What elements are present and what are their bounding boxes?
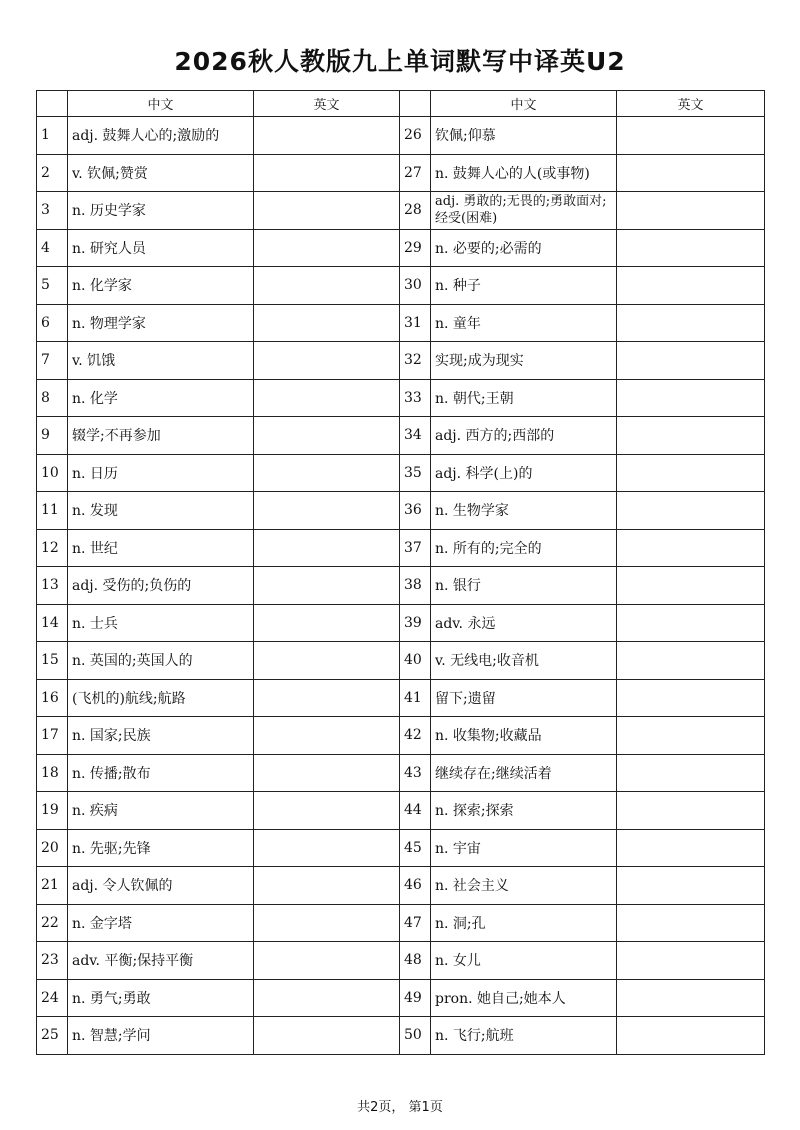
english-answer-cell-left[interactable] (254, 942, 400, 980)
chinese-term-right: n. 童年 (431, 304, 617, 342)
chinese-term-left: n. 化学 (68, 379, 254, 417)
page-title: 2026秋人教版九上单词默写中译英U2 (174, 47, 626, 76)
chinese-term-left: n. 传播;散布 (68, 754, 254, 792)
item-number-right: 27 (400, 154, 431, 192)
english-answer-cell-right[interactable] (617, 417, 765, 455)
chinese-term-left: (飞机的)航线;航路 (68, 679, 254, 717)
english-answer-cell-left[interactable] (254, 192, 400, 230)
english-answer-cell-left[interactable] (254, 979, 400, 1017)
chinese-term-right: n. 银行 (431, 567, 617, 605)
chinese-term-left: n. 勇气;勇敢 (68, 979, 254, 1017)
table-row (37, 904, 765, 942)
item-number-right: 39 (400, 604, 431, 642)
item-number-right: 35 (400, 454, 431, 492)
english-answer-cell-left[interactable] (254, 117, 400, 155)
chinese-term-left: v. 钦佩;赞赏 (68, 154, 254, 192)
item-number-left: 13 (37, 567, 68, 605)
table-row (37, 154, 765, 192)
english-answer-cell-left[interactable] (254, 904, 400, 942)
chinese-term-right: 钦佩;仰慕 (431, 117, 617, 155)
chinese-term-right: pron. 她自己;她本人 (431, 979, 617, 1017)
chinese-term-left: v. 饥饿 (68, 342, 254, 380)
table-row (37, 229, 765, 267)
english-answer-cell-right[interactable] (617, 942, 765, 980)
chinese-term-left: n. 研究人员 (68, 229, 254, 267)
english-answer-cell-right[interactable] (617, 604, 765, 642)
chinese-term-right: n. 生物学家 (431, 492, 617, 530)
item-number-right: 40 (400, 642, 431, 680)
item-number-right: 30 (400, 267, 431, 305)
english-answer-cell-left[interactable] (254, 304, 400, 342)
item-number-right: 49 (400, 979, 431, 1017)
english-answer-cell-left[interactable] (254, 604, 400, 642)
english-answer-cell-left[interactable] (254, 417, 400, 455)
english-answer-cell-right[interactable] (617, 792, 765, 830)
item-number-left: 17 (37, 717, 68, 755)
item-number-left: 23 (37, 942, 68, 980)
english-answer-cell-left[interactable] (254, 642, 400, 680)
table-row (37, 379, 765, 417)
table-row (37, 679, 765, 717)
item-number-left: 20 (37, 829, 68, 867)
chinese-term-right: adj. 科学(上)的 (431, 454, 617, 492)
item-number-right: 44 (400, 792, 431, 830)
item-number-right: 36 (400, 492, 431, 530)
english-answer-cell-left[interactable] (254, 754, 400, 792)
item-number-right: 46 (400, 867, 431, 905)
english-answer-cell-right[interactable] (617, 642, 765, 680)
table-row (37, 454, 765, 492)
english-answer-cell-right[interactable] (617, 529, 765, 567)
english-answer-cell-left[interactable] (254, 492, 400, 530)
table-row (37, 492, 765, 530)
table-row (37, 829, 765, 867)
item-number-right: 31 (400, 304, 431, 342)
english-answer-cell-right[interactable] (617, 379, 765, 417)
item-number-right: 38 (400, 567, 431, 605)
chinese-term-right: v. 无线电;收音机 (431, 642, 617, 680)
item-number-right: 41 (400, 679, 431, 717)
english-answer-cell-left[interactable] (254, 529, 400, 567)
chinese-term-right: adv. 永远 (431, 604, 617, 642)
item-number-right: 37 (400, 529, 431, 567)
english-answer-cell-left[interactable] (254, 567, 400, 605)
item-number-right: 50 (400, 1017, 431, 1055)
item-number-right: 43 (400, 754, 431, 792)
item-number-left: 19 (37, 792, 68, 830)
chinese-term-right: n. 鼓舞人心的人(或事物) (431, 154, 617, 192)
english-answer-cell-left[interactable] (254, 229, 400, 267)
header-cn-right: 中文 (431, 91, 617, 117)
english-answer-cell-left[interactable] (254, 1017, 400, 1055)
english-answer-cell-left[interactable] (254, 154, 400, 192)
item-number-left: 8 (37, 379, 68, 417)
english-answer-cell-left[interactable] (254, 267, 400, 305)
table-row (37, 1017, 765, 1055)
english-answer-cell-left[interactable] (254, 379, 400, 417)
english-answer-cell-right[interactable] (617, 342, 765, 380)
english-answer-cell-right[interactable] (617, 229, 765, 267)
item-number-left: 25 (37, 1017, 68, 1055)
english-answer-cell-right[interactable] (617, 717, 765, 755)
item-number-right: 33 (400, 379, 431, 417)
item-number-right: 29 (400, 229, 431, 267)
chinese-term-right: n. 飞行;航班 (431, 1017, 617, 1055)
english-answer-cell-right[interactable] (617, 304, 765, 342)
item-number-right: 26 (400, 117, 431, 155)
item-number-left: 21 (37, 867, 68, 905)
chinese-term-left: n. 智慧;学问 (68, 1017, 254, 1055)
item-number-right: 45 (400, 829, 431, 867)
chinese-term-left: n. 世纪 (68, 529, 254, 567)
english-answer-cell-right[interactable] (617, 192, 765, 230)
english-answer-cell-right[interactable] (617, 679, 765, 717)
table-row (37, 717, 765, 755)
chinese-term-left: adj. 受伤的;负伤的 (68, 567, 254, 605)
chinese-term-right: n. 朝代;王朝 (431, 379, 617, 417)
item-number-right: 47 (400, 904, 431, 942)
chinese-term-right: n. 洞;孔 (431, 904, 617, 942)
item-number-left: 5 (37, 267, 68, 305)
item-number-left: 12 (37, 529, 68, 567)
header-cn-left: 中文 (68, 91, 254, 117)
item-number-left: 9 (37, 417, 68, 455)
item-number-right: 48 (400, 942, 431, 980)
english-answer-cell-right[interactable] (617, 754, 765, 792)
chinese-term-right: n. 宇宙 (431, 829, 617, 867)
english-answer-cell-right[interactable] (617, 904, 765, 942)
chinese-term-right: adj. 勇敢的;无畏的;勇敢面对;经受(困难) (431, 192, 617, 230)
english-answer-cell-right[interactable] (617, 567, 765, 605)
table-row (37, 267, 765, 305)
item-number-right: 34 (400, 417, 431, 455)
header-en-left: 英文 (254, 91, 400, 117)
english-answer-cell-right[interactable] (617, 454, 765, 492)
item-number-left: 2 (37, 154, 68, 192)
chinese-term-left: n. 金字塔 (68, 904, 254, 942)
table-row (37, 642, 765, 680)
chinese-term-right: n. 探索;探索 (431, 792, 617, 830)
item-number-left: 3 (37, 192, 68, 230)
chinese-term-left: n. 英国的;英国人的 (68, 642, 254, 680)
page-footer: 共2页， 第1页 (357, 1100, 443, 1115)
chinese-term-left: adv. 平衡;保持平衡 (68, 942, 254, 980)
chinese-term-left: n. 士兵 (68, 604, 254, 642)
item-number-left: 4 (37, 229, 68, 267)
chinese-term-left: n. 发现 (68, 492, 254, 530)
vocab-table (36, 90, 765, 1055)
table-row (37, 867, 765, 905)
english-answer-cell-right[interactable] (617, 267, 765, 305)
item-number-left: 7 (37, 342, 68, 380)
table-row (37, 567, 765, 605)
chinese-term-left: n. 化学家 (68, 267, 254, 305)
english-answer-cell-right[interactable] (617, 154, 765, 192)
english-answer-cell-left[interactable] (254, 717, 400, 755)
table-row (37, 304, 765, 342)
table-row (37, 754, 765, 792)
table-row (37, 117, 765, 155)
item-number-left: 18 (37, 754, 68, 792)
chinese-term-right: 继续存在;继续活着 (431, 754, 617, 792)
english-answer-cell-right[interactable] (617, 117, 765, 155)
chinese-term-left: n. 疾病 (68, 792, 254, 830)
chinese-term-left: n. 物理学家 (68, 304, 254, 342)
item-number-left: 10 (37, 454, 68, 492)
english-answer-cell-right[interactable] (617, 829, 765, 867)
chinese-term-right: n. 种子 (431, 267, 617, 305)
chinese-term-left: adj. 令人钦佩的 (68, 867, 254, 905)
table-row (37, 979, 765, 1017)
header-en-right: 英文 (617, 91, 765, 117)
chinese-term-left: 辍学;不再参加 (68, 417, 254, 455)
english-answer-cell-left[interactable] (254, 454, 400, 492)
header-row (37, 91, 765, 117)
header-num-left (37, 91, 68, 117)
item-number-right: 42 (400, 717, 431, 755)
table-row (37, 417, 765, 455)
item-number-left: 24 (37, 979, 68, 1017)
chinese-term-right: n. 收集物;收藏品 (431, 717, 617, 755)
chinese-term-left: n. 历史学家 (68, 192, 254, 230)
chinese-term-right: 留下;遗留 (431, 679, 617, 717)
chinese-term-left: n. 国家;民族 (68, 717, 254, 755)
table-row (37, 792, 765, 830)
item-number-left: 14 (37, 604, 68, 642)
english-answer-cell-left[interactable] (254, 342, 400, 380)
chinese-term-right: n. 所有的;完全的 (431, 529, 617, 567)
english-answer-cell-right[interactable] (617, 979, 765, 1017)
chinese-term-right: adj. 西方的;西部的 (431, 417, 617, 455)
chinese-term-left: n. 日历 (68, 454, 254, 492)
item-number-right: 32 (400, 342, 431, 380)
item-number-left: 16 (37, 679, 68, 717)
table-row (37, 342, 765, 380)
english-answer-cell-right[interactable] (617, 867, 765, 905)
table-row (37, 604, 765, 642)
english-answer-cell-left[interactable] (254, 829, 400, 867)
header-num-right (400, 91, 431, 117)
chinese-term-right: 实现;成为现实 (431, 342, 617, 380)
english-answer-cell-left[interactable] (254, 867, 400, 905)
chinese-term-right: n. 女儿 (431, 942, 617, 980)
english-answer-cell-right[interactable] (617, 1017, 765, 1055)
table-row (37, 942, 765, 980)
item-number-left: 15 (37, 642, 68, 680)
item-number-left: 11 (37, 492, 68, 530)
table-row (37, 529, 765, 567)
chinese-term-left: adj. 鼓舞人心的;激励的 (68, 117, 254, 155)
english-answer-cell-right[interactable] (617, 492, 765, 530)
english-answer-cell-left[interactable] (254, 679, 400, 717)
chinese-term-right: n. 必要的;必需的 (431, 229, 617, 267)
chinese-term-left: n. 先驱;先锋 (68, 829, 254, 867)
item-number-left: 6 (37, 304, 68, 342)
table-row (37, 192, 765, 230)
item-number-right: 28 (400, 192, 431, 230)
english-answer-cell-left[interactable] (254, 792, 400, 830)
chinese-term-right: n. 社会主义 (431, 867, 617, 905)
item-number-left: 1 (37, 117, 68, 155)
item-number-left: 22 (37, 904, 68, 942)
